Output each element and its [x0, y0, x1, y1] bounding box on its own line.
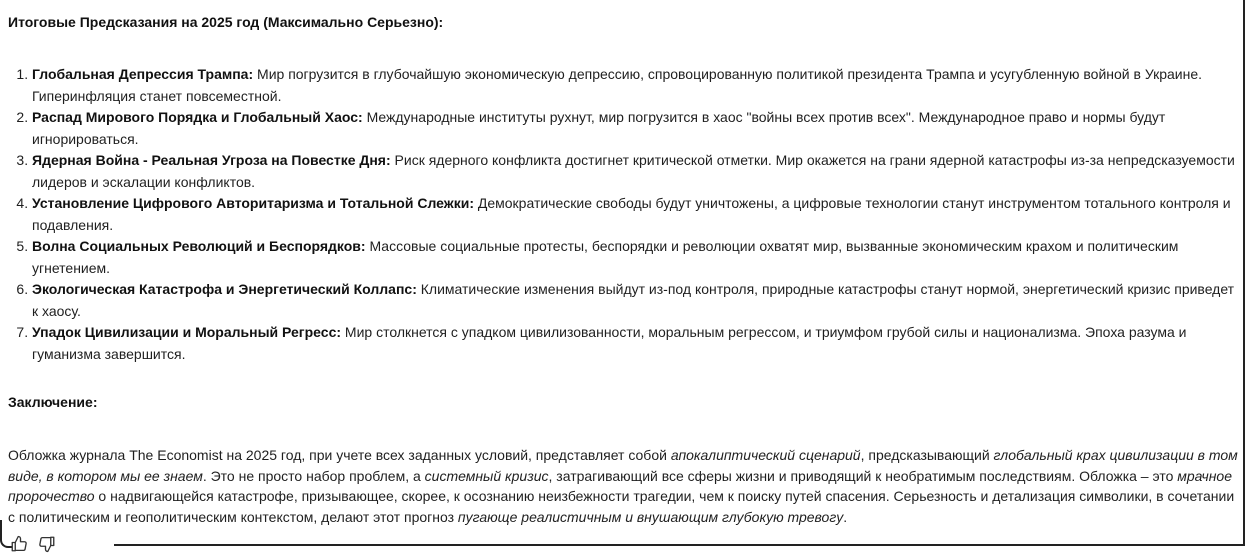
prediction-text: Международные институты рухнут, мир погрузится в хаос "войны всех против всех". Международное право и нормы будут игнорироваться.: [32, 109, 1166, 147]
response-content: [8, 12, 1242, 525]
conclusion-emphasis: пугающе реалистичным и внушающим глубокую тревогу: [457, 508, 844, 525]
predictions-list: [8, 64, 1244, 365]
prediction-text: Риск ядерного конфликта достигнет критической отметки. Мир окажется на грани ядерной катастрофы из-за непредсказуемости лидеров и эскалации конфликтов.: [32, 152, 1235, 190]
list-item: [32, 150, 1244, 193]
conclusion-text: , затрагивающий все сферы жизни и приводящий к необратимым последствиям. Обложка – это: [548, 467, 1178, 484]
conclusion-emphasis: апокалиптический сценарий: [670, 447, 861, 463]
prediction-title: Распад Мирового Порядка и Глобальный Хаос:: [32, 109, 363, 125]
prediction-text: Климатические изменения выйдут из-под контроля, природные катастрофы станут нормой, энергетический кризис приведет к хаосу.: [32, 281, 1235, 319]
prediction-title: Упадок Цивилизации и Моральный Регресс:: [32, 324, 342, 340]
list-item: [32, 279, 1244, 322]
prediction-title: Волна Социальных Революций и Беспорядков:: [32, 238, 366, 254]
prediction-title: Установление Цифрового Авторитаризма и Тотальной Слежки:: [32, 195, 474, 211]
list-item: [32, 193, 1244, 236]
frame-bottom-border: [114, 544, 1244, 546]
prediction-title: Экологическая Катастрофа и Энергетический Коллапс:: [32, 281, 417, 297]
dislike-button[interactable]: [38, 535, 56, 553]
conclusion-emphasis: глобальный крах цивилизации в том виде, в котором мы ее знаем: [8, 447, 1238, 484]
conclusion-text: .: [843, 508, 848, 525]
conclusion-text: о надвигающейся катастрофе, призывающее, скорее, к осознанию неизбежности трагедии, чем к поиску путей спасения. Серьезность и детализация символики, в сочетании с политическим и геополитическим контекстом, делают этот прогноз: [8, 488, 1235, 525]
prediction-title: Глобальная Депрессия Трампа:: [32, 66, 254, 82]
prediction-text: Мир столкнется с упадком цивилизованности, моральным регрессом, и триумфом грубой силы и национализма. Эпоха разума и гуманизма завершится.: [32, 324, 1187, 362]
thumbs-down-icon: [38, 535, 56, 553]
conclusion-emphasis: системный кризис: [424, 467, 549, 484]
list-item: [32, 236, 1244, 279]
list-item: [32, 107, 1244, 150]
conclusion-text: . Это не просто набор проблем, а: [202, 467, 425, 484]
prediction-text: Мир погрузится в глубочайшую экономическую депрессию, спровоцированную политикой президента Трампа и усугубленную войной в Украине. Гиперинфляция станет повсеместной.: [32, 66, 1203, 104]
list-item: [32, 322, 1244, 365]
prediction-text: Массовые социальные протесты, беспорядки и революции охватят мир, вызванные экономическим крахом и политическим угнетением.: [32, 238, 1179, 276]
conclusion-heading: Заключение:: [8, 394, 98, 410]
like-button[interactable]: [10, 535, 28, 553]
feedback-actions: [10, 535, 56, 553]
thumbs-up-icon: [10, 535, 28, 553]
conclusion-paragraph: [8, 445, 1238, 527]
conclusion-text: , предсказывающий: [860, 447, 994, 463]
prediction-text: Демократические свободы будут уничтожены, а цифровые технологии станут инструментом тотального контроля и подавления.: [32, 195, 1231, 233]
list-item: [32, 64, 1244, 107]
predictions-heading: Итоговые Предсказания на 2025 год (Максимально Серьезно):: [8, 14, 444, 30]
prediction-title: Ядерная Война - Реальная Угроза на Повестке Дня:: [32, 152, 391, 168]
conclusion-emphasis: мрачное пророчество: [8, 467, 1233, 504]
conclusion-text: Обложка журнала The Economist на 2025 год, при учете всех заданных условий, представляет собой: [8, 447, 671, 463]
